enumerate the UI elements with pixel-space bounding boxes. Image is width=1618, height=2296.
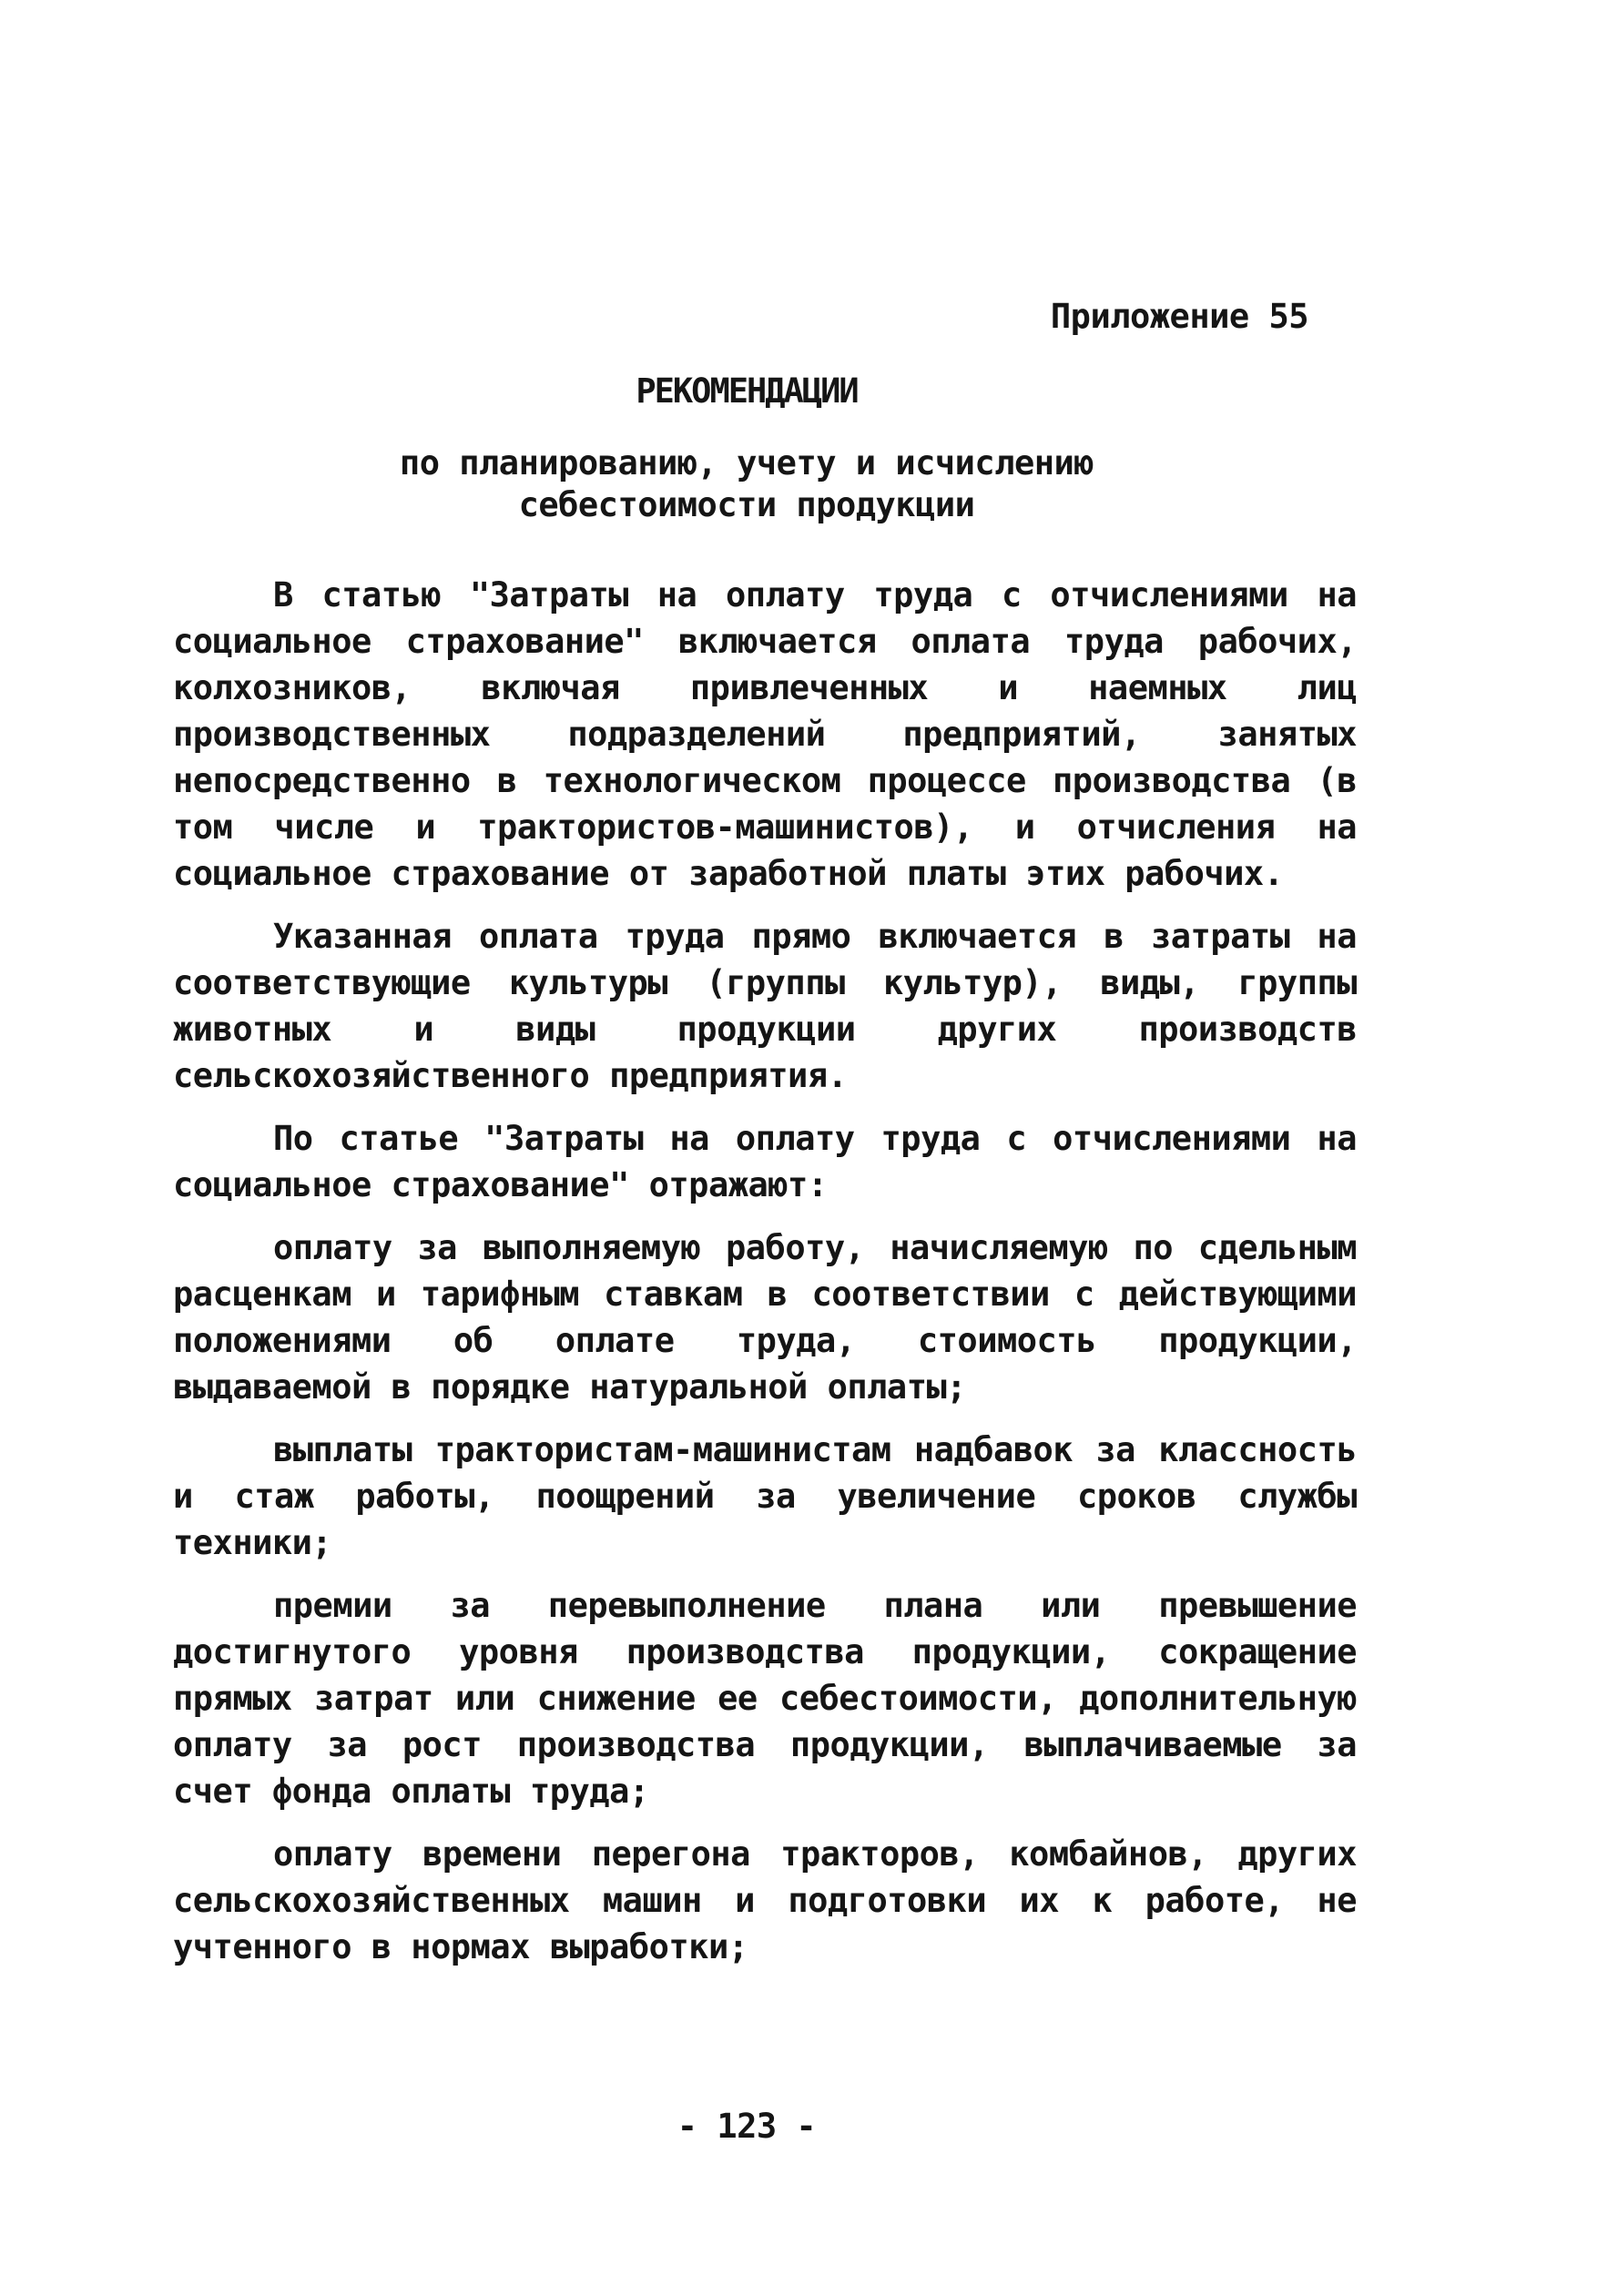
paragraph: премии за перевыполнение плана или превышение достигнутого уровня производства продукции, сокращение прямых затрат или снижение ее себестоимости, дополнительную оплату за рост производства продукции, выплачиваемые за счет фонда оплаты труда; xyxy=(173,1586,1357,1811)
subtitle-line-1: по планированию, учету и исчислению xyxy=(399,443,1094,483)
appendix-label: Приложение 55 xyxy=(1050,297,1308,336)
page-number: - 123 - xyxy=(677,2107,817,2146)
paragraph: оплату времени перегона тракторов, комбайнов, других сельскохозяйственных машин и подготовки их к работе, не учтенного в нормах выработки; xyxy=(173,1834,1357,1966)
paragraph: В статью "Затраты на оплату труда с отчислениями на социальное страхование" включается оплата труда рабочих, колхозников, включая привлеченных и наемных лиц производственных подразделений предприятий, занятых непосредственно в технологическом процессе производства (в том числе и трактористов-машинистов), и отчисления на социальное страхование от заработной платы этих рабочих. xyxy=(173,575,1357,893)
paragraph: оплату за выполняемую работу, начисляемую по сдельным расценкам и тарифным ставкам в соответствии с действующими положениями об оплате труда, стоимость продукции, выдаваемой в порядке натуральной оплаты; xyxy=(173,1228,1357,1407)
document-title: РЕКОМЕНДАЦИИ xyxy=(636,371,858,411)
subtitle-line-2: себестоимости продукции xyxy=(518,485,975,524)
document-subtitle xyxy=(0,442,1493,526)
paragraph: По статье "Затраты на оплату труда с отчислениями на социальное страхование" отражают: xyxy=(173,1119,1357,1204)
document-body xyxy=(173,572,1357,1986)
paragraph: выплаты трактористам-машинистам надбавок за классность и стаж работы, поощрений за увеличение сроков службы техники; xyxy=(173,1430,1357,1562)
paragraph: Указанная оплата труда прямо включается в затраты на соответствующие культуры (группы культур), виды, группы животных и виды продукции других производств сельскохозяйственного предприятия. xyxy=(173,917,1357,1095)
